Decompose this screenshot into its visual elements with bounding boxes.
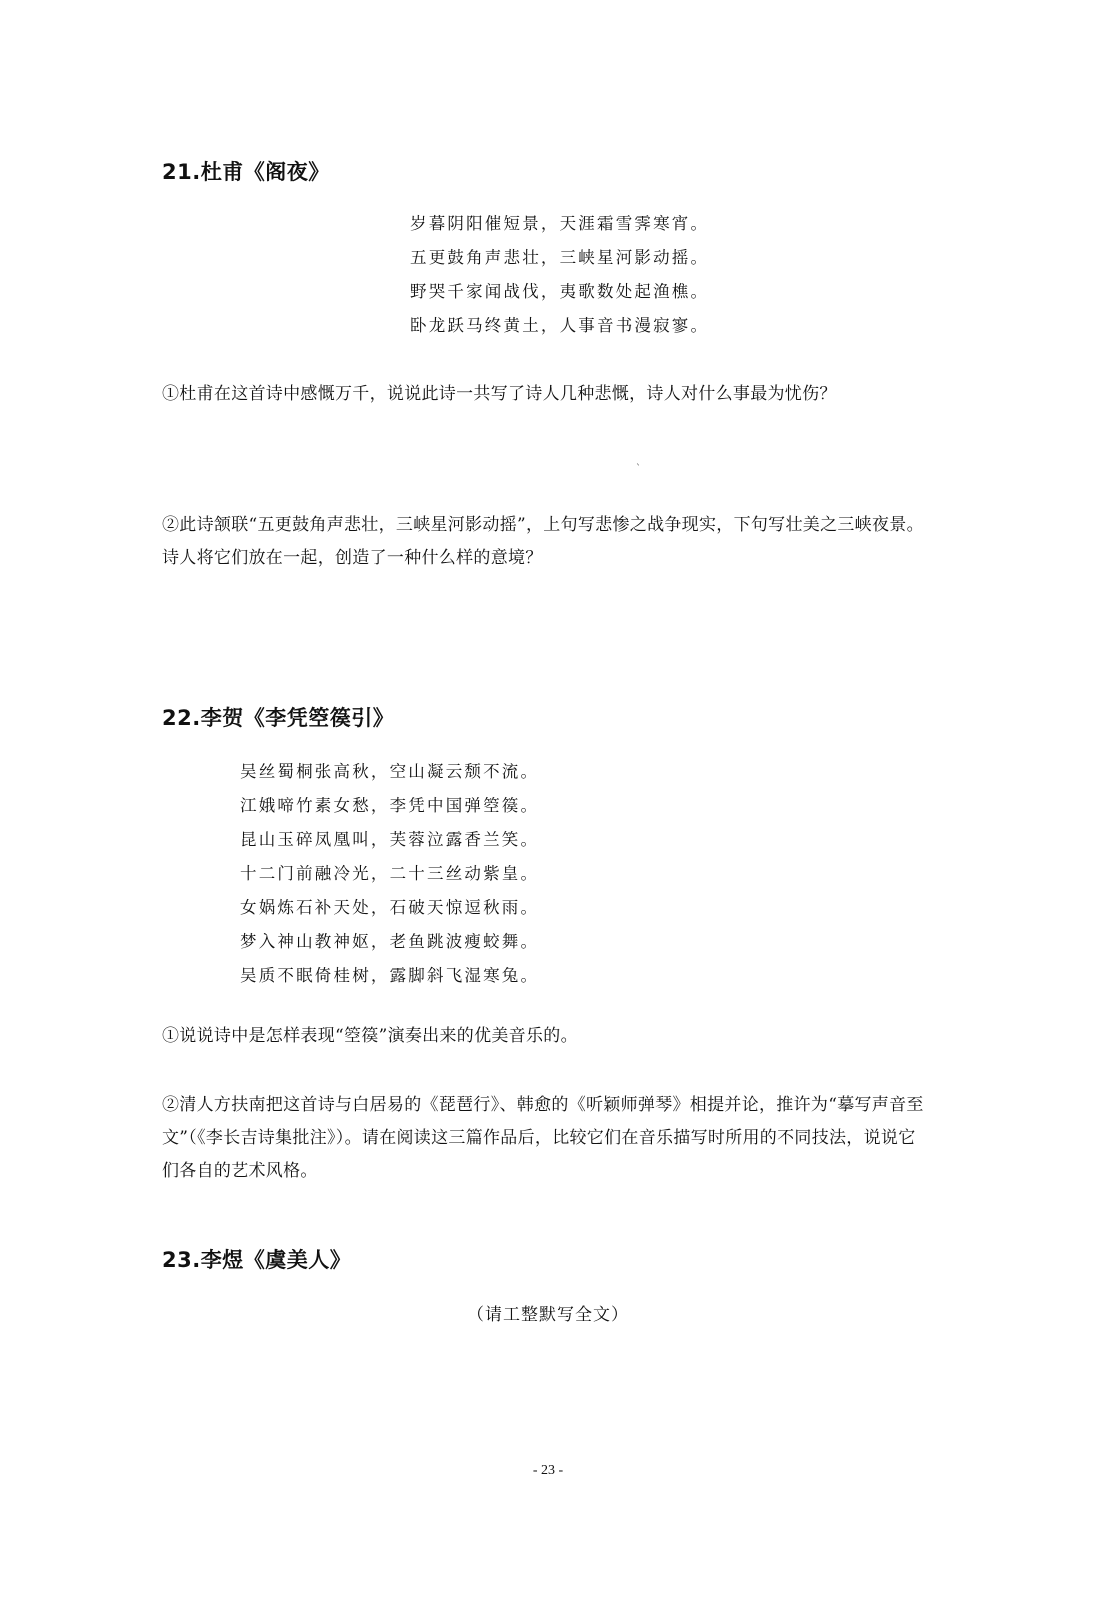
poem-line: 十二门前融冷光，二十三丝动紫皇。 <box>240 864 540 883</box>
scan-speck: ` <box>636 464 641 475</box>
question-21-2: ②此诗颔联“五更鼓角声悲壮，三峡星河影动摇”，上句写悲惨之战争现实，下句写壮美之三峡夜景。诗人将它们放在一起，创造了一种什么样的意境？ <box>162 515 924 568</box>
poem-line: 五更鼓角声悲壮，三峡星河影动摇。 <box>410 248 710 267</box>
poem-line: 卧龙跃马终黄土，人事音书漫寂寥。 <box>410 316 710 335</box>
section-title-21: 21.杜甫《阁夜》 <box>162 160 330 184</box>
poem-21 <box>410 207 709 343</box>
question-22-2: ②清人方扶南把这首诗与白居易的《琵琶行》、韩愈的《听颖师弹琴》相提并论，推许为“摹写声音至文”（《李长吉诗集批注》）。请在阅读这三篇作品后，比较它们在音乐描写时所用的不同技法，说说它们各自的艺术风格。 <box>162 1095 924 1181</box>
poem-line: 昆山玉碎凤凰叫，芙蓉泣露香兰笑。 <box>240 830 540 849</box>
poem-line: 江娥啼竹素女愁，李凭中国弹箜篌。 <box>240 796 540 815</box>
question-21-1: ①杜甫在这首诗中感慨万千，说说此诗一共写了诗人几种悲慨，诗人对什么事最为忧伤？ <box>162 384 837 404</box>
poem-line: 野哭千家闻战伐，夷歌数处起渔樵。 <box>410 282 710 301</box>
poem-line: 吴丝蜀桐张高秋，空山凝云颓不流。 <box>240 762 540 781</box>
poem-22 <box>240 755 539 993</box>
poem-line: 岁暮阴阳催短景，天涯霜雪霁寒宵。 <box>410 214 710 233</box>
instruction-23: （请工整默写全文） <box>467 1305 629 1325</box>
section-title-23: 23.李煜《虞美人》 <box>162 1248 352 1272</box>
page-number: - 23 - <box>532 1463 564 1478</box>
question-22-1: ①说说诗中是怎样表现“箜篌”演奏出来的优美音乐的。 <box>162 1026 578 1046</box>
section-title-22: 22.李贺《李凭箜篌引》 <box>162 706 395 730</box>
poem-line: 女娲炼石补天处，石破天惊逗秋雨。 <box>240 898 540 917</box>
poem-line: 梦入神山教神妪，老鱼跳波瘦蛟舞。 <box>240 932 540 951</box>
poem-line: 吴质不眠倚桂树，露脚斜飞湿寒兔。 <box>240 966 540 985</box>
